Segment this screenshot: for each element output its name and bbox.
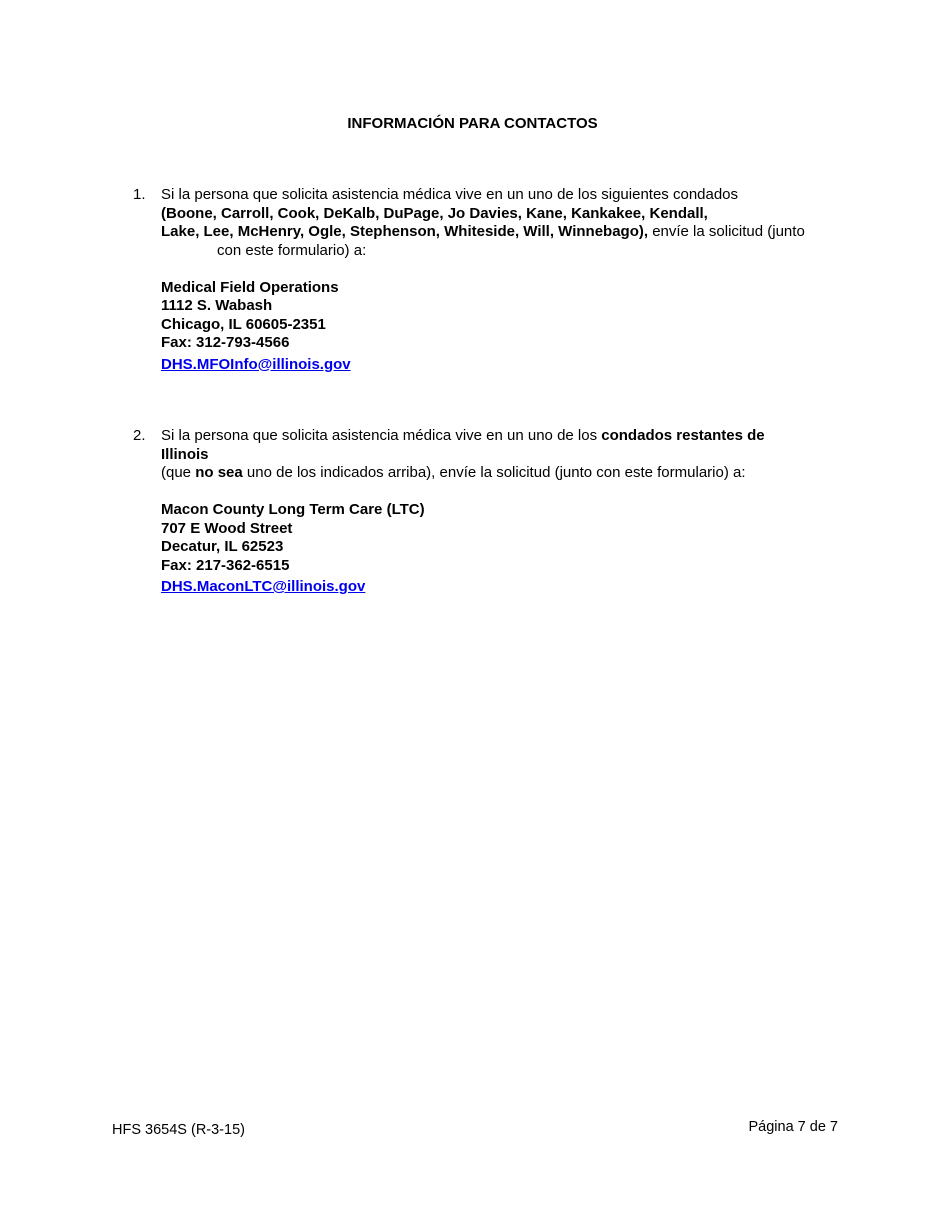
office-city: Decatur, IL 62523	[161, 538, 284, 555]
item-text-line: (que	[161, 464, 196, 481]
item-number: 1.	[133, 186, 146, 203]
office-email-link[interactable]: DHS.MFOInfo@illinois.gov	[161, 355, 351, 373]
remaining-counties-label-continued: Illinois	[161, 445, 209, 463]
remaining-counties-label: condados restantes de	[601, 427, 765, 444]
form-id: HFS 3654S (R-3-15)	[112, 1122, 245, 1138]
office-fax: Fax: 312-793-4566	[161, 334, 290, 351]
office-email-link[interactable]: DHS.MaconLTC@illinois.gov	[161, 578, 366, 595]
item-text-line: uno de los indicados arriba), envíe la solicitud (junto con este formulario) a:	[242, 464, 746, 481]
item-text-line: envíe la solicitud (junto	[648, 223, 805, 240]
item-text-line: con este formulario) a:	[217, 241, 367, 259]
office-city: Chicago, IL 60605-2351	[161, 315, 326, 333]
office-fax: Fax: 217-362-6515	[161, 556, 290, 574]
page-title: INFORMACIÓN PARA CONTACTOS	[347, 115, 598, 132]
contact-item-2	[133, 427, 836, 597]
counties-list: (Boone, Carroll, Cook, DeKalb, DuPage, Jo Davies, Kane, Kankakee, Kendall,	[161, 204, 708, 222]
office-name: Macon County Long Term Care (LTC)	[161, 501, 425, 518]
office-name: Medical Field Operations	[161, 278, 339, 296]
item-number: 2.	[133, 427, 146, 444]
office-street: 1112 S. Wabash	[161, 297, 273, 314]
emphasis-text: no sea	[195, 464, 243, 481]
counties-list-continued: Lake, Lee, McHenry, Ogle, Stephenson, Whiteside, Will, Winnebago),	[161, 223, 649, 240]
item-text-line: Si la persona que solicita asistencia médica vive en un uno de los siguientes condados	[161, 186, 739, 203]
address-block	[161, 279, 836, 375]
item-text-line: Si la persona que solicita asistencia médica vive en un uno de los	[161, 427, 602, 444]
page-number: Página 7 de 7	[748, 1119, 838, 1135]
office-street: 707 E Wood Street	[161, 519, 293, 537]
address-block	[161, 501, 836, 597]
contact-item-1	[133, 186, 836, 374]
